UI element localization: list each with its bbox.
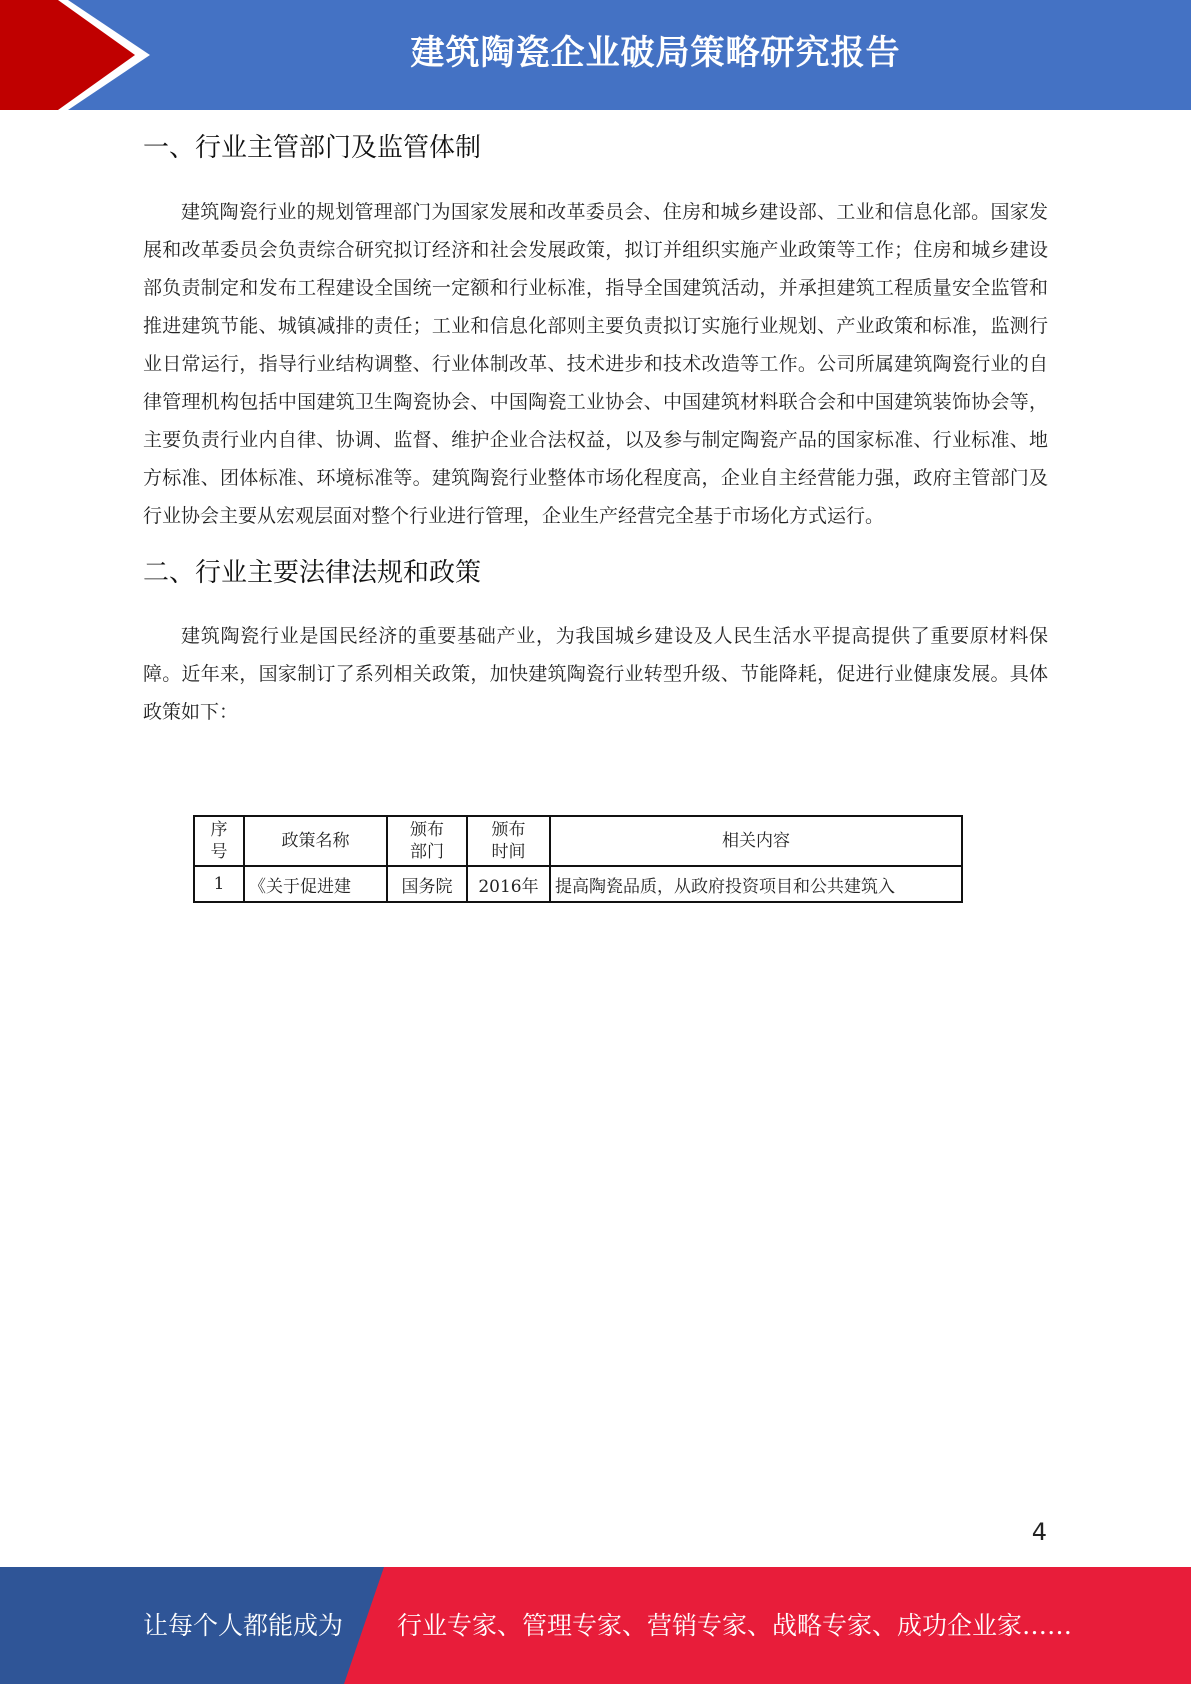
report-title: 建筑陶瓷企业破局策略研究报告 <box>410 33 901 73</box>
header-no-label: 序号 <box>210 820 228 862</box>
footer-banner <box>0 1567 1191 1684</box>
header-no <box>194 816 244 866</box>
table-row <box>194 866 962 902</box>
cell-time: 2016年 <box>467 866 550 902</box>
section-heading-laws-policies: 二、行业主要法律法规和政策 <box>143 558 482 588</box>
header-name: 政策名称 <box>244 816 387 866</box>
footer-slogan-right: 行业专家、管理专家、营销专家、战略专家、成功企业家…… <box>397 1611 1073 1640</box>
cell-no: 1 <box>194 866 244 902</box>
page-number: 4 <box>1031 1518 1047 1546</box>
header-time-label: 颁布时间 <box>491 820 526 862</box>
cell-dept: 国务院 <box>387 866 467 902</box>
cell-content: 提高陶瓷品质，从政府投资项目和公共建筑入 <box>550 866 962 902</box>
header-dept <box>387 816 467 866</box>
header-time <box>467 816 550 866</box>
section-paragraph-laws-policies: 建筑陶瓷行业是国民经济的重要基础产业，为我国城乡建设及人民生活水平提高提供了重要原材料保障。近年来，国家制订了系列相关政策，加快建筑陶瓷行业转型升级、节能降耗，促进行业健康发展。具体政策如下： <box>143 625 1048 723</box>
footer-slogan-left: 让每个人都能成为 <box>143 1611 344 1640</box>
table-header-row <box>194 816 962 866</box>
section-paragraph-regulatory: 建筑陶瓷行业的规划管理部门为国家发展和改革委员会、住房和城乡建设部、工业和信息化部。国家发展和改革委员会负责综合研究拟订经济和社会发展政策，拟订并组织实施产业政策等工作；住房和城乡建设部负责制定和发布工程建设全国统一定额和行业标准，指导全国建筑活动，并承担建筑工程质量安全监管和推进建筑节能、城镇减排的责任；工业和信息化部则主要负责拟订实施行业规划、产业政策和标准，监测行业日常运行，指导行业结构调整、行业体制改革、技术进步和技术改造等工作。公司所属建筑陶瓷行业的自律管理机构包括中国建筑卫生陶瓷协会、中国陶瓷工业协会、中国建筑材料联合会和中国建筑装饰协会等，主要负责行业内自律、协调、监督、维护企业合法权益，以及参与制定陶瓷产品的国家标准、行业标准、地方标准、团体标准、环境标准等。建筑陶瓷行业整体市场化程度高，企业自主经营能力强，政府主管部门及行业协会主要从宏观层面对整个行业进行管理，企业生产经营完全基于市场化方式运行。 <box>143 201 1048 527</box>
policy-table <box>193 815 963 903</box>
header-banner <box>0 0 1191 110</box>
cell-name: 《关于促进建 <box>244 866 387 902</box>
main-content <box>143 128 1048 731</box>
header-content: 相关内容 <box>550 816 962 866</box>
section-heading-regulatory: 一、行业主管部门及监管体制 <box>143 133 482 163</box>
header-dept-label: 颁布部门 <box>410 820 444 862</box>
